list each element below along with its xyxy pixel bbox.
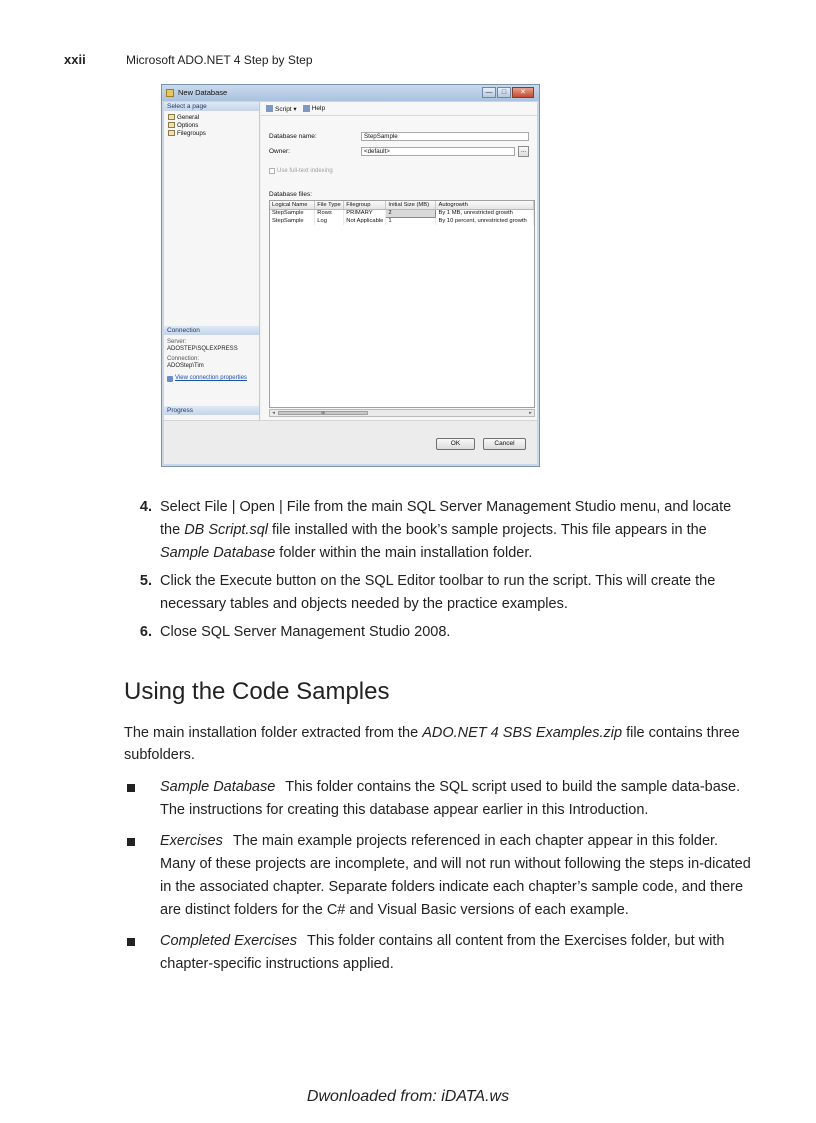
running-header <box>64 52 313 68</box>
scroll-left-icon[interactable]: ◂ <box>272 410 275 416</box>
bullet-square-icon <box>127 784 135 792</box>
initial-size-input[interactable]: 2 <box>386 209 436 217</box>
connection-label: Connection: <box>167 356 200 362</box>
bullet-term: Sample Database <box>160 779 276 795</box>
bullet-list <box>124 776 754 984</box>
download-footer: Dwonloaded from: iDATA.ws <box>306 1088 510 1105</box>
bullet-square-icon <box>127 838 135 846</box>
dialog-title: New Database <box>178 88 228 97</box>
page-icon <box>168 114 175 120</box>
close-button[interactable]: ✕ <box>512 87 534 98</box>
fulltext-indexing-checkbox[interactable]: Use full-text indexing <box>269 168 333 174</box>
view-connection-properties-link[interactable]: View connection properties <box>167 375 256 382</box>
connection-value: ADOStep\Tim <box>167 363 204 369</box>
scroll-thumb[interactable]: III <box>278 411 368 415</box>
bullet-square-icon <box>127 938 135 946</box>
help-button[interactable]: Help <box>303 105 325 112</box>
script-icon <box>266 105 273 112</box>
column-header[interactable]: Filegroup <box>344 201 386 209</box>
database-name-row <box>269 132 529 142</box>
page-icon <box>168 130 175 136</box>
dialog-toolbar <box>261 102 537 116</box>
bullet-term: Exercises <box>160 833 223 849</box>
step-item: 5. Click the Execute button on the SQL Editor toolbar to run the script. This will create the necessary tables and objects needed by the practice examples. <box>139 573 716 612</box>
select-page-title: Select a page <box>164 102 259 111</box>
list-item: Exercises The main example projects referenced in each chapter appear in this folder. Many of these projects are incomplete, and will not run without following the steps in-dicated in the associated chapter. Separate folders indicate each chapter’s sample code, and there are distinct folders for the C# and Visual Basic versions of each example. <box>124 830 754 922</box>
owner-input[interactable]: <default> <box>361 147 515 156</box>
connection-section <box>164 326 259 386</box>
progress-title: Progress <box>164 406 259 415</box>
ok-button[interactable]: OK <box>436 438 475 450</box>
database-name-input[interactable]: StepSample <box>361 132 529 141</box>
list-item: Completed Exercises This folder contains all content from the Exercises folder, but with chapter-specific instructions applied. <box>124 930 754 976</box>
column-header[interactable]: File Type <box>315 201 344 209</box>
page-item-filegroups[interactable]: Filegroups <box>164 129 259 137</box>
left-pane <box>164 102 260 420</box>
column-header[interactable]: Initial Size (MB) <box>386 201 436 209</box>
column-header[interactable]: Autogrowth <box>436 201 534 209</box>
horizontal-scrollbar[interactable] <box>269 409 535 417</box>
table-row[interactable]: StepSample Log Not Applicable 1 By 10 percent, unrestricted growth <box>270 217 534 225</box>
cancel-button[interactable]: Cancel <box>483 438 526 450</box>
database-files-label: Database files: <box>269 191 312 198</box>
owner-browse-button[interactable]: ... <box>518 146 529 157</box>
minimize-button[interactable]: — <box>482 87 496 98</box>
right-pane <box>261 102 537 420</box>
connection-title: Connection <box>164 326 259 335</box>
database-icon <box>166 89 174 97</box>
table-row[interactable]: StepSample Rows PRIMARY 2 By 1 MB, unrestricted growth <box>270 209 534 217</box>
column-header[interactable]: Logical Name <box>270 201 315 209</box>
owner-row <box>269 147 529 157</box>
new-database-dialog <box>161 84 540 467</box>
database-files-grid[interactable] <box>269 200 535 408</box>
step-item: 6. Close SQL Server Management Studio 2008. <box>139 624 451 640</box>
step-list <box>124 496 754 649</box>
dialog-titlebar <box>162 85 539 101</box>
owner-label: Owner: <box>269 148 290 155</box>
page-item-options[interactable]: Options <box>164 121 259 129</box>
properties-icon <box>167 376 173 382</box>
checkbox-icon <box>269 168 275 174</box>
bullet-term: Completed Exercises <box>160 933 297 949</box>
page-icon <box>168 122 175 128</box>
list-item: Sample Database This folder contains the SQL script used to build the sample data-base. The instructions for creating this database appear earlier in this Introduction. <box>124 776 754 822</box>
server-label: Server: <box>167 339 187 345</box>
server-value: ADOSTEP\SQLEXPRESS <box>167 346 238 352</box>
section-heading: Using the Code Samples <box>124 678 390 705</box>
book-title: Microsoft ADO.NET 4 Step by Step <box>126 53 313 67</box>
maximize-button[interactable]: □ <box>497 87 511 98</box>
script-button[interactable]: Script ▾ <box>266 105 297 113</box>
page-number: xxii <box>64 52 86 67</box>
page-item-general[interactable]: General <box>164 113 259 121</box>
step-item: 4. Select File | Open | File from the main SQL Server Management Studio menu, and locate the DB Script.sql file installed with the book’s sample projects. This file appears in the Sample Database folder within the main installation folder. <box>139 499 732 561</box>
database-name-label: Database name: <box>269 133 317 140</box>
scroll-right-icon[interactable]: ▸ <box>529 410 532 416</box>
help-icon <box>303 105 310 112</box>
intro-paragraph: The main installation folder extracted from the ADO.NET 4 SBS Examples.zip file contains three subfolders. <box>124 725 740 763</box>
dialog-footer <box>164 420 537 464</box>
